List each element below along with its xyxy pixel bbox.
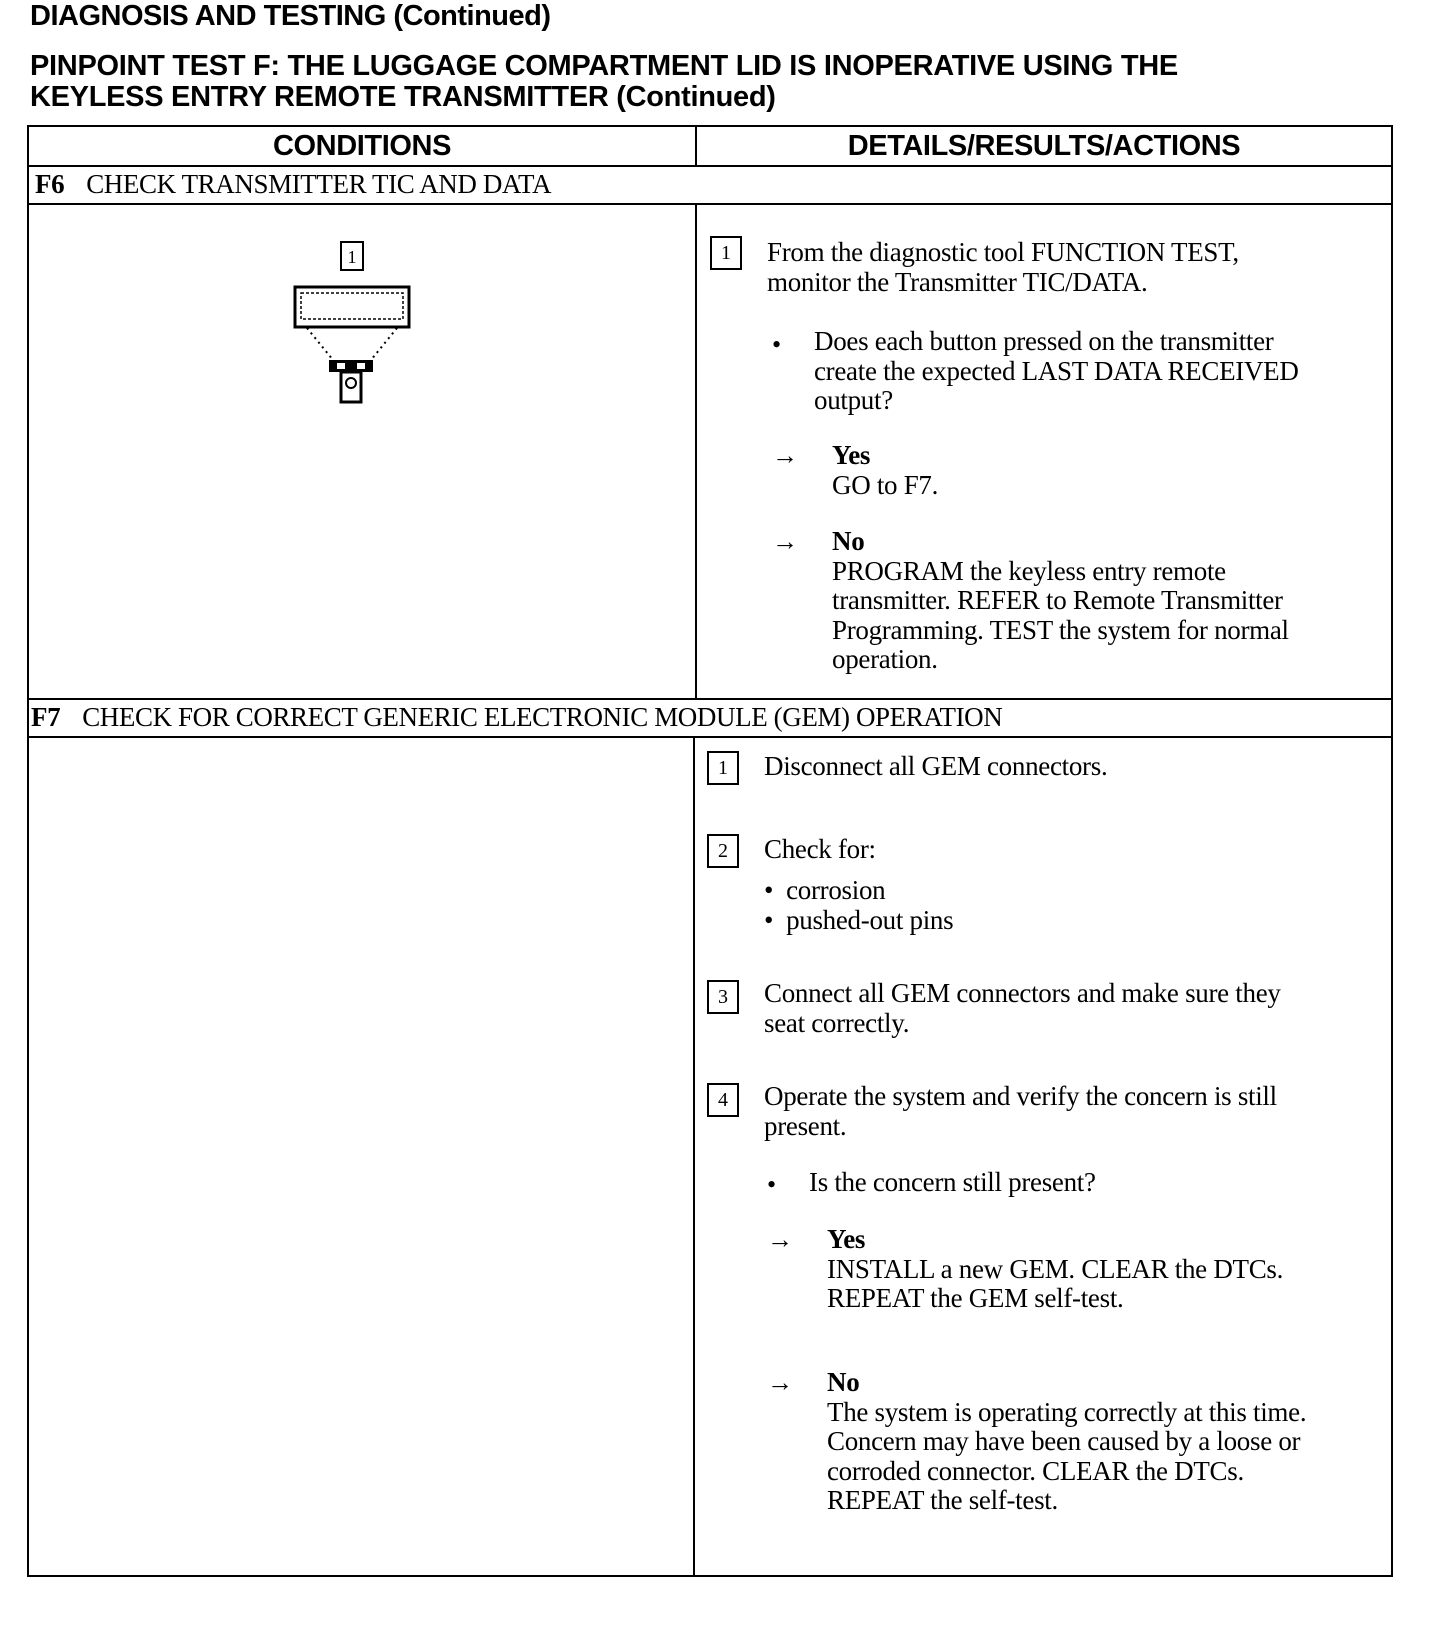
f7-step-title-text: CHECK FOR CORRECT GENERIC ELECTRONIC MODULE (GEM) OPERATION xyxy=(82,702,1003,732)
f6-yes-arrow-icon: → xyxy=(772,441,798,470)
f7-no-action-line4: REPEAT the self-test. xyxy=(827,1485,1058,1515)
transmitter-button-icon xyxy=(337,363,345,369)
f7-step3-line2: seat correctly. xyxy=(764,1007,910,1038)
f7-step4-line1: Operate the system and verify the concern is still xyxy=(764,1081,1277,1111)
table-right-border xyxy=(1391,125,1393,1577)
f6-step1-text xyxy=(767,238,1239,297)
f6-no-action-line2: transmitter. REFER to Remote Transmitter xyxy=(832,585,1283,615)
f6-question-line3: output? xyxy=(814,385,893,415)
f6-question-text xyxy=(814,327,1299,416)
f6-yes-block xyxy=(832,441,938,500)
f7-check-item-text: corrosion xyxy=(786,875,886,905)
transmitter-head-icon xyxy=(329,360,373,372)
f7-step4-number: 4 xyxy=(707,1083,739,1117)
f7-check-list xyxy=(764,876,953,935)
f7-check-item xyxy=(764,906,953,936)
f6-step-id: F6 xyxy=(35,169,65,199)
f6-no-action-line3: Programming. TEST the system for normal xyxy=(832,614,1289,645)
f7-yes-action-line2: REPEAT the GEM self-test. xyxy=(827,1283,1124,1313)
f6-no-block xyxy=(832,527,1289,675)
f6-yes-label: Yes xyxy=(832,440,871,470)
f7-step2-text: Check for: xyxy=(764,834,876,864)
f7-col-divider xyxy=(693,736,695,1577)
f6-col-divider xyxy=(695,203,697,700)
f7-step3-text xyxy=(764,979,1281,1038)
f6-step1-line2: monitor the Transmitter TIC/DATA. xyxy=(767,266,1148,297)
f6-step1-line1: From the diagnostic tool FUNCTION TEST, xyxy=(767,237,1239,267)
details-column-header: DETAILS/RESULTS/ACTIONS xyxy=(847,130,1241,162)
pinpoint-test-title xyxy=(30,51,1178,113)
f6-question-line1: Does each button pressed on the transmitter xyxy=(814,326,1274,356)
f7-no-action-line1: The system is operating correctly at this time. xyxy=(827,1396,1307,1427)
signal-line-right xyxy=(371,328,397,360)
f7-check-item-text: pushed-out pins xyxy=(786,904,954,935)
f7-yes-arrow-icon: → xyxy=(767,1225,793,1254)
diagnostic-tool-icon xyxy=(293,240,423,420)
f6-question-line2: create the expected LAST DATA RECEIVED xyxy=(814,355,1299,386)
table-left-border xyxy=(27,125,29,1577)
transmitter-button-icon xyxy=(357,363,365,369)
f6-step-title-text: CHECK TRANSMITTER TIC AND DATA xyxy=(86,169,552,199)
f6-yes-action: GO to F7. xyxy=(832,469,939,500)
f6-no-arrow-icon: → xyxy=(772,527,798,556)
f7-check-item xyxy=(764,876,953,906)
f6-no-action-line4: operation. xyxy=(832,644,938,674)
f7-no-action-line2: Concern may have been caused by a loose or xyxy=(827,1426,1301,1456)
f7-step-id: F7 xyxy=(31,702,61,732)
illustration-step-number: 1 xyxy=(347,247,357,267)
f7-step1-text: Disconnect all GEM connectors. xyxy=(764,751,1108,781)
f7-step4-text xyxy=(764,1082,1277,1141)
f7-question-text: Is the concern still present? xyxy=(809,1167,1096,1197)
f7-yes-label: Yes xyxy=(827,1224,866,1254)
f7-question-bullet: • xyxy=(767,1170,777,1199)
f6-no-action-line1: PROGRAM the keyless entry remote xyxy=(832,555,1226,586)
f6-title-divider xyxy=(27,203,1393,205)
pinpoint-test-table xyxy=(27,125,1393,1577)
f7-step2-number: 2 xyxy=(707,834,739,868)
f7-no-action-line3: corroded connector. CLEAR the DTCs. xyxy=(827,1455,1244,1486)
f6-no-label: No xyxy=(832,526,865,556)
f7-title-divider xyxy=(27,736,1393,738)
f7-step1-number: 1 xyxy=(707,751,739,785)
f6-step-title xyxy=(35,166,551,202)
f7-step-title xyxy=(31,699,1002,735)
test-title-line-1: PINPOINT TEST F: THE LUGGAGE COMPARTMENT LID IS INOPERATIVE USING THE xyxy=(30,50,1178,82)
f7-step3-number: 3 xyxy=(707,980,739,1014)
f7-no-label: No xyxy=(827,1367,860,1397)
f6-step1-number: 1 xyxy=(710,236,742,270)
signal-line-left xyxy=(307,328,333,360)
f7-check-bullet: • xyxy=(764,904,774,935)
f7-step4-line2: present. xyxy=(764,1110,847,1141)
f7-yes-block xyxy=(827,1225,1283,1314)
conditions-column-header: CONDITIONS xyxy=(272,130,452,162)
f7-no-block xyxy=(827,1368,1306,1516)
f6-question-bullet: • xyxy=(772,330,782,359)
section-heading: DIAGNOSIS AND TESTING (Continued) xyxy=(30,0,551,32)
f7-yes-action-line1: INSTALL a new GEM. CLEAR the DTCs. xyxy=(827,1253,1284,1284)
scan-tool-screen-icon xyxy=(301,293,403,319)
table-bottom-border xyxy=(27,1575,1393,1577)
diagnostic-tool-illustration xyxy=(293,240,423,425)
f7-step3-line1: Connect all GEM connectors and make sure they xyxy=(764,978,1281,1008)
f7-no-arrow-icon: → xyxy=(767,1368,793,1397)
test-title-line-2: KEYLESS ENTRY REMOTE TRANSMITTER (Continued) xyxy=(30,81,776,113)
f7-check-bullet: • xyxy=(764,875,774,905)
